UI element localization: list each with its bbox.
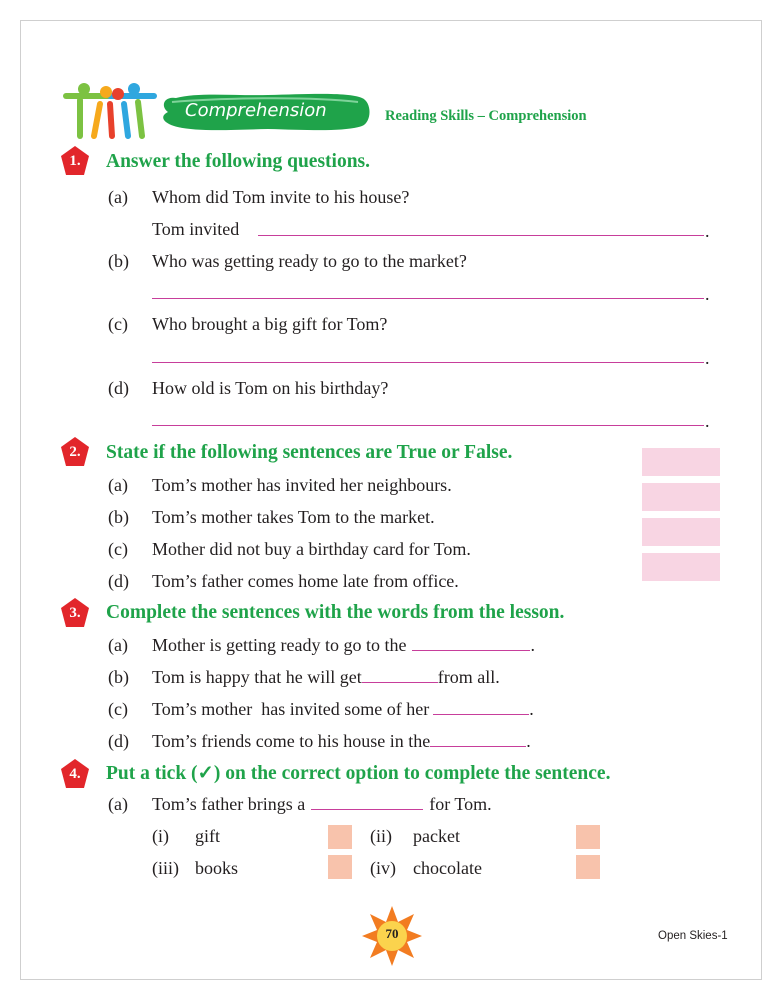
question-3-number: 3.: [69, 605, 81, 621]
q3-d-after: .: [526, 731, 531, 751]
q1-d-question: How old is Tom on his birthday?: [152, 378, 389, 398]
q3-c-label: (c): [108, 699, 128, 719]
q4-option-4-tickbox[interactable]: [576, 855, 600, 879]
q4-option-3-num: (iii): [152, 858, 179, 878]
q4-option-1-tickbox[interactable]: [328, 825, 352, 849]
q3-c-blank[interactable]: [433, 698, 529, 715]
banner-title: Comprehension: [185, 100, 327, 121]
q3-d-sentence: [152, 730, 531, 752]
q1-d-answer-line[interactable]: [152, 425, 704, 426]
q3-b-after: from all.: [437, 667, 500, 687]
q4-a-blank[interactable]: [311, 793, 423, 810]
q1-b-period: .: [705, 284, 710, 304]
q3-c-before: Tom’s mother has invited some of her: [152, 699, 430, 719]
question-1-title: Answer the following questions.: [106, 151, 371, 172]
q4-option-1-text: gift: [195, 826, 220, 846]
q1-a-answer-prefix: Tom invited: [152, 219, 240, 239]
q2-a-label: (a): [108, 475, 128, 495]
q4-option-2-num: (ii): [370, 826, 392, 846]
question-1-number: 1.: [69, 153, 81, 169]
q2-b-statement: Tom’s mother takes Tom to the market.: [152, 507, 435, 527]
q4-option-2-tickbox[interactable]: [576, 825, 600, 849]
q3-a-after: .: [530, 635, 535, 655]
q1-b-label: (b): [108, 251, 129, 271]
q4-a-before: Tom’s father brings a: [152, 794, 306, 814]
q4-option-4-text: chocolate: [413, 858, 482, 878]
q1-b-question: Who was getting ready to go to the market?: [152, 251, 467, 271]
section-subtitle: Reading Skills – Comprehension: [385, 108, 587, 124]
q1-c-question: Who brought a big gift for Tom?: [152, 314, 388, 334]
q1-b-answer-line[interactable]: [152, 298, 704, 299]
q1-d-period: .: [705, 411, 710, 431]
q1-a-label: (a): [108, 187, 128, 207]
q1-a-question: Whom did Tom invite to his house?: [152, 187, 410, 207]
q3-a-label: (a): [108, 635, 128, 655]
q2-a-statement: Tom’s mother has invited her neighbours.: [152, 475, 452, 495]
q1-c-label: (c): [108, 314, 128, 334]
q1-d-label: (d): [108, 378, 129, 398]
children-logo-icon: [62, 82, 160, 140]
q3-a-blank[interactable]: [412, 634, 530, 651]
q4-option-4-num: (iv): [370, 858, 396, 878]
q2-c-answer-box[interactable]: [642, 518, 720, 546]
question-4-number: 4.: [69, 766, 81, 782]
q2-d-answer-box[interactable]: [642, 553, 720, 581]
q2-d-statement: Tom’s father comes home late from office.: [152, 571, 459, 591]
q3-b-sentence: [152, 666, 500, 688]
q2-d-label: (d): [108, 571, 129, 591]
q3-b-before: Tom is happy that he will get: [152, 667, 362, 687]
q3-b-label: (b): [108, 667, 129, 687]
q3-c-after: .: [529, 699, 534, 719]
page-number: 70: [385, 926, 399, 941]
book-title: Open Skies-1: [658, 930, 728, 942]
q2-b-answer-box[interactable]: [642, 483, 720, 511]
q4-option-3-tickbox[interactable]: [328, 855, 352, 879]
q4-option-2-text: packet: [413, 826, 460, 846]
q2-b-label: (b): [108, 507, 129, 527]
question-2-title: State if the following sentences are True or False.: [106, 442, 513, 463]
q4-option-3-text: books: [195, 858, 239, 878]
q4-a-after: for Tom.: [429, 794, 492, 814]
q3-c-sentence: [152, 698, 534, 720]
q1-c-answer-line[interactable]: [152, 362, 704, 363]
question-4-title: Put a tick (✓) on the correct option to complete the sentence.: [106, 763, 611, 784]
q3-a-before: Mother is getting ready to go to the: [152, 635, 407, 655]
q2-c-label: (c): [108, 539, 128, 559]
q1-a-answer-line[interactable]: [258, 235, 704, 236]
q1-a-period: .: [705, 221, 710, 241]
q4-option-1-num: (i): [152, 826, 169, 846]
q3-d-label: (d): [108, 731, 129, 751]
q1-c-period: .: [705, 348, 710, 368]
q3-a-sentence: [152, 634, 535, 656]
question-2-number: 2.: [69, 444, 81, 460]
q2-c-statement: Mother did not buy a birthday card for Tom.: [152, 539, 471, 559]
q3-d-before: Tom’s friends come to his house in the: [152, 731, 431, 751]
q4-a-sentence: [152, 793, 492, 815]
q4-a-label: (a): [108, 794, 128, 814]
q3-d-blank[interactable]: [430, 730, 526, 747]
q2-a-answer-box[interactable]: [642, 448, 720, 476]
question-3-title: Complete the sentences with the words from the lesson.: [106, 602, 565, 623]
q3-b-blank[interactable]: [362, 666, 438, 683]
